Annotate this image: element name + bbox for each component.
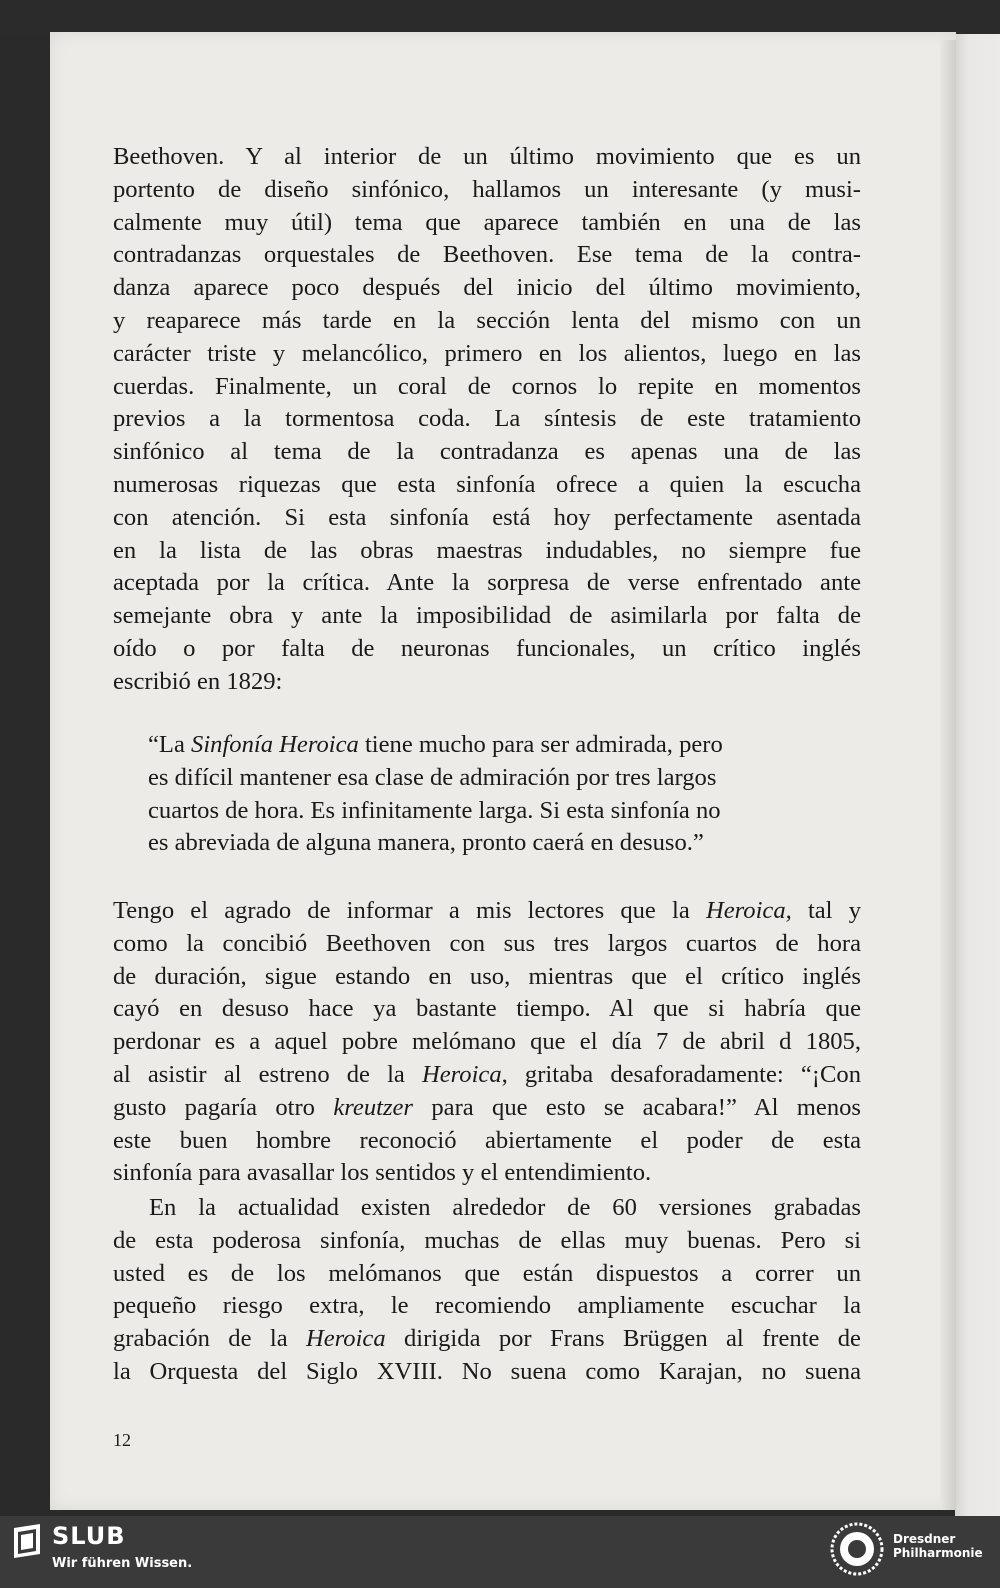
text-line: como la concibió Beethoven con sus tres largos cuartos de hora: [113, 929, 861, 957]
paragraph-2: [113, 895, 861, 1190]
text-line: grabación de la Heroica dirigida por Frans Brüggen al frente de: [113, 1325, 861, 1353]
text-line: usted es de los melómanos que están dispuestos a correr un: [113, 1259, 861, 1287]
text-line: aceptada por la crítica. Ante la sorpresa de verse enfrentado ante: [113, 569, 861, 597]
text-line: carácter triste y melancólico, primero en los alientos, luego en las: [113, 339, 861, 367]
text-line: cayó en desuso hace ya bastante tiempo. Al que si habría que: [113, 995, 861, 1023]
text-line: al asistir al estreno de la Heroica, gritaba desaforadamente: “¡Con: [113, 1060, 861, 1088]
text-line: calmente muy útil) tema que aparece también en una de las: [113, 208, 861, 236]
text-line: perdonar es a aquel pobre melómano que el día 7 de abril d 1805,: [113, 1028, 861, 1056]
text-line: previos a la tormentosa coda. La síntesis de este tratamiento: [113, 405, 861, 433]
quote-line: “La Sinfonía Heroica tiene mucho para ser admirada, pero: [148, 731, 723, 758]
text-line: este buen hombre reconoció abiertamente el poder de esta: [113, 1126, 861, 1154]
next-page-edge: [955, 34, 1000, 1534]
text-line: cuerdas. Finalmente, un coral de cornos lo repite en momentos: [113, 372, 861, 400]
text-line: de esta poderosa sinfonía, muchas de ellas muy buenas. Pero si: [113, 1226, 861, 1254]
paragraph-3: [113, 1192, 861, 1389]
philharmonie-name-line1: Dresdner: [893, 1532, 956, 1546]
text-line: portento de diseño sinfónico, hallamos un interesante (y musi-: [113, 175, 861, 203]
text-line: y reaparece más tarde en la sección lenta del mismo con un: [113, 306, 861, 334]
text-line: la Orquesta del Siglo XVIII. No suena como Karajan, no suena: [113, 1357, 861, 1385]
text-line: semejante obra y ante la imposibilidad de asimilarla por falta de: [113, 602, 861, 630]
text-line: contradanzas orquestales de Beethoven. Ese tema de la contra-: [113, 241, 861, 269]
page-gutter-shadow: [940, 40, 956, 1510]
text-line: Tengo el agrado de informar a mis lectores que la Heroica, tal y: [113, 897, 861, 924]
quote-line: es difícil mantener esa clase de admiración por tres largos: [148, 763, 717, 791]
paragraph-1: [113, 141, 861, 699]
text-line: Beethoven. Y al interior de un último movimiento que es un: [113, 143, 861, 170]
text-line: pequeño riesgo extra, le recomiendo ampliamente escuchar la: [113, 1292, 861, 1320]
scan-top-border: [0, 0, 1000, 34]
text-line: sinfonía para avasallar los sentidos y el entendimiento.: [113, 1159, 652, 1187]
text-line: gusto pagaría otro kreutzer para que esto se acabara!” Al menos: [113, 1093, 861, 1121]
quote-line: es abreviada de alguna manera, pronto caerá en desuso.”: [148, 829, 704, 857]
text-line: danza aparece poco después del inicio del último movimiento,: [113, 274, 861, 302]
text-line: de duración, sigue estando en uso, mientras que el crítico inglés: [113, 962, 861, 990]
slub-name: SLUB: [52, 1522, 126, 1550]
block-quote: [148, 729, 828, 860]
text-line: sinfónico al tema de la contradanza es apenas una de las: [113, 438, 861, 466]
text-line: con atención. Si esta sinfonía está hoy perfectamente asentada: [113, 503, 861, 531]
philharmonie-name-line2: Philharmonie: [893, 1546, 983, 1560]
philharmonie-name: [893, 1532, 983, 1560]
quote-line: cuartos de hora. Es infinitamente larga. Si esta sinfonía no: [148, 796, 721, 824]
slub-logo-icon: [12, 1524, 42, 1560]
text-line: escribió en 1829:: [113, 667, 283, 695]
page-number: 12: [113, 1430, 131, 1450]
philharmonie-logo-icon: [830, 1522, 884, 1576]
slub-tagline: Wir führen Wissen.: [52, 1556, 193, 1571]
text-line: en la lista de las obras maestras indudables, no siempre fue: [113, 536, 861, 564]
text-line: En la actualidad existen alrededor de 60 versiones grabadas: [149, 1194, 861, 1221]
text-line: numerosas riquezas que esta sinfonía ofrece a quien la escucha: [113, 470, 861, 498]
text-line: oído o por falta de neuronas funcionales, un crítico inglés: [113, 634, 861, 662]
